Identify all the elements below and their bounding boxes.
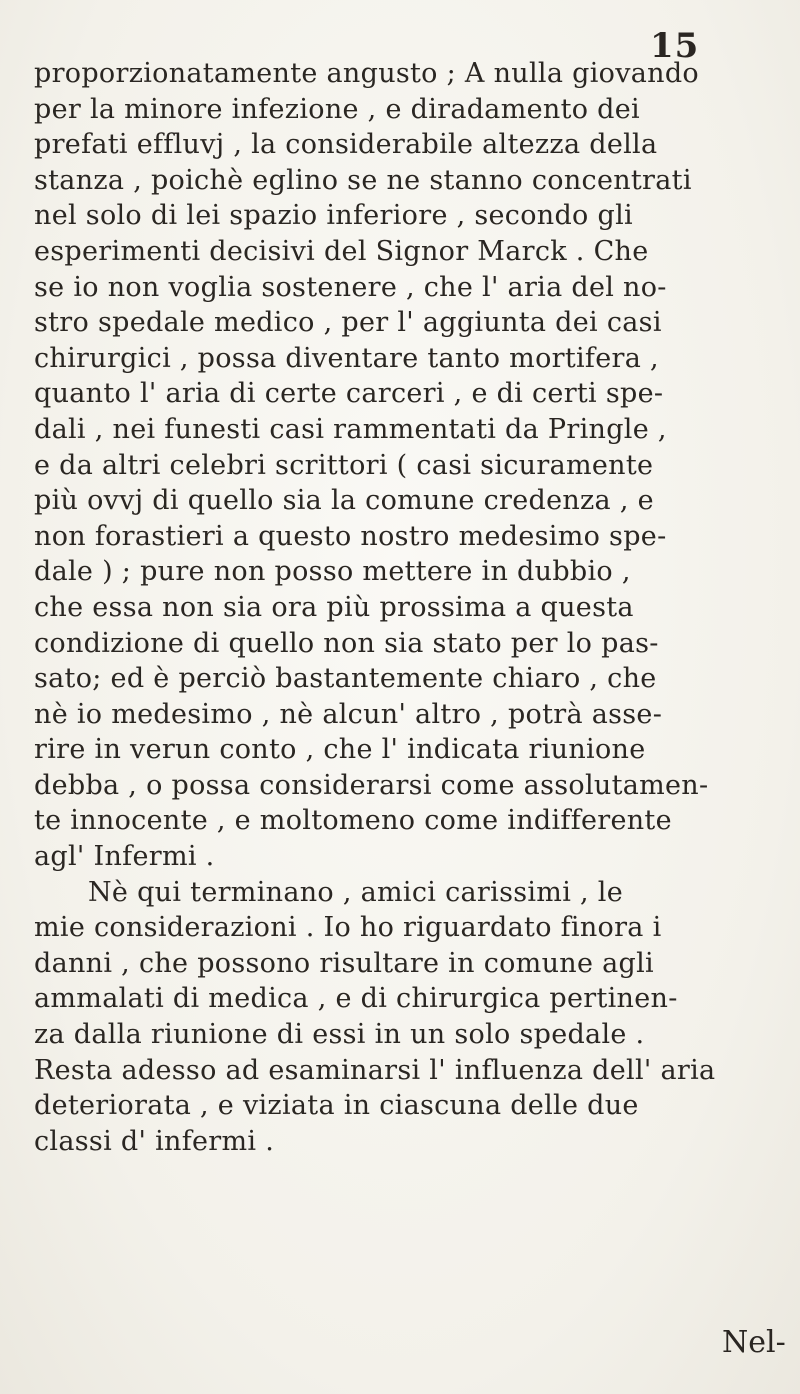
text-line: rire in verun conto , che l' indicata riunione bbox=[34, 734, 646, 766]
text-line: proporzionatamente angusto ; A nulla giovando bbox=[34, 58, 699, 89]
text-line: quanto l' aria di certe carceri , e di certi spe- bbox=[34, 378, 664, 410]
text-line: dali , nei funesti casi rammentati da Pringle , bbox=[34, 413, 667, 445]
text-line: mie considerazioni . Io ho riguardato finora i bbox=[34, 912, 662, 944]
body-text bbox=[34, 56, 784, 1159]
text-line: debba , o possa considerarsi come assolutamen- bbox=[34, 769, 709, 801]
text-line: per la minore infezione , e diradamento dei bbox=[34, 93, 640, 125]
text-line: sato; ed è perciò bastantemente chiaro , che bbox=[34, 663, 657, 695]
text-line: dale ) ; pure non posso mettere in dubbio , bbox=[34, 556, 631, 588]
text-line: deteriorata , e viziata in ciascuna delle due bbox=[34, 1090, 639, 1122]
text-line: nel solo di lei spazio inferiore , secondo gli bbox=[34, 200, 633, 232]
text-line: prefati effluvj , la considerabile altezza della bbox=[34, 129, 658, 161]
text-line: e da altri celebri scrittori ( casi sicuramente bbox=[34, 449, 654, 481]
text-line: stro spedale medico , per l' aggiunta dei casi bbox=[34, 307, 662, 339]
text-line: agl' Infermi . bbox=[34, 841, 215, 873]
page-number: 15 bbox=[650, 26, 700, 66]
text-line: chirurgici , possa diventare tanto mortifera , bbox=[34, 342, 659, 374]
paragraph-start-line: Nè qui terminano , amici carissimi , le bbox=[88, 876, 624, 908]
text-line: classi d' infermi . bbox=[34, 1125, 275, 1157]
text-line: se io non voglia sostenere , che l' aria del no- bbox=[34, 271, 667, 303]
text-line: stanza , poichè eglino se ne stanno concentrati bbox=[34, 164, 692, 196]
text-line: Resta adesso ad esaminarsi l' influenza dell' aria bbox=[34, 1054, 716, 1086]
text-line: che essa non sia ora più prossima a questa bbox=[34, 591, 634, 623]
text-line: più ovvj di quello sia la comune credenza , e bbox=[34, 485, 654, 517]
text-line: nè io medesimo , nè alcun' altro , potrà asse- bbox=[34, 698, 663, 730]
catchword: Nel- bbox=[722, 1325, 786, 1360]
text-line: danni , che possono risultare in comune agli bbox=[34, 947, 654, 979]
text-line: te innocente , e moltomeno come indifferente bbox=[34, 805, 672, 837]
text-line: esperimenti decisivi del Signor Marck . Che bbox=[34, 235, 649, 267]
text-line: za dalla riunione di essi in un solo spedale . bbox=[34, 1019, 645, 1051]
text-line: condizione di quello non sia stato per lo pas- bbox=[34, 627, 659, 659]
text-line: ammalati di medica , e di chirurgica pertinen- bbox=[34, 983, 678, 1015]
text-line: non forastieri a questo nostro medesimo spe- bbox=[34, 520, 667, 552]
